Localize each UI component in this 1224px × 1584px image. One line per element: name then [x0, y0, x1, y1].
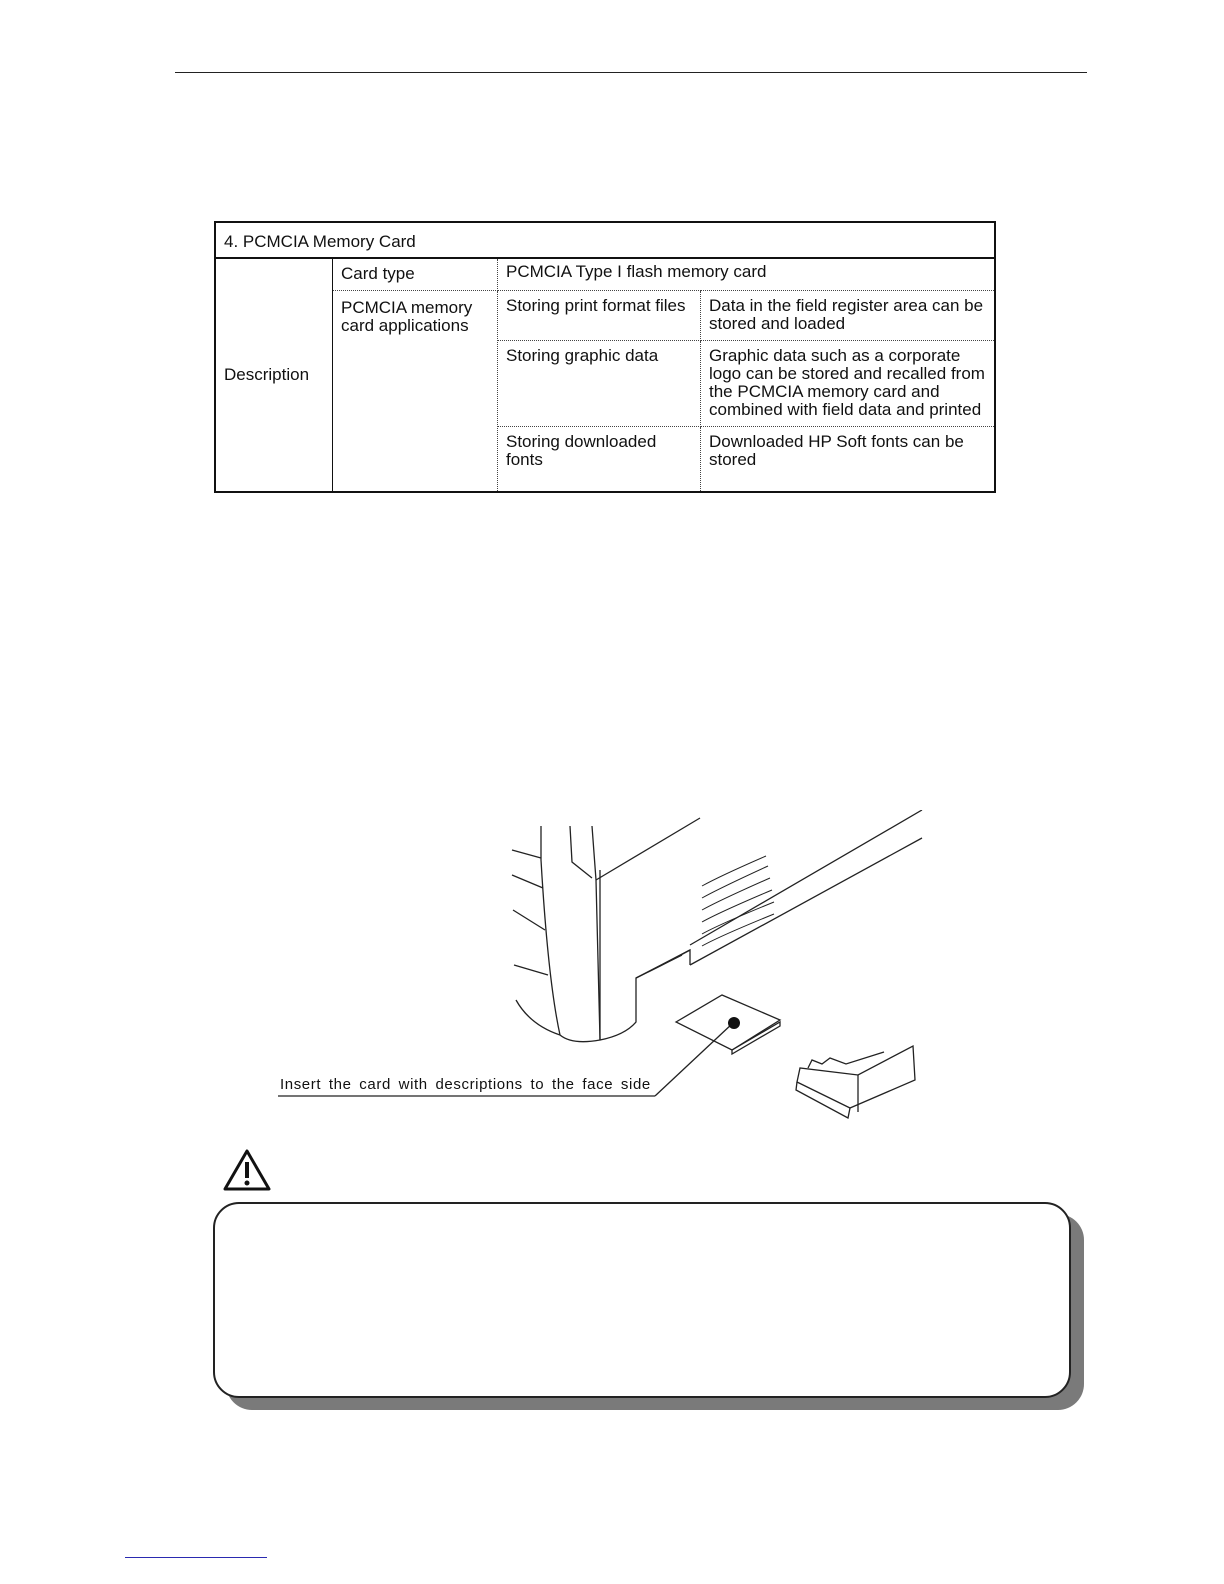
caution-box [213, 1202, 1071, 1398]
pcmcia-spec-table [214, 221, 996, 493]
applications-label: PCMCIA memory card applications [333, 290, 498, 492]
row-header-description: Description [215, 258, 333, 492]
application-use: Storing graphic data [498, 340, 701, 426]
application-detail: Data in the field register area can be stored and loaded [701, 290, 996, 340]
table-title: 4. PCMCIA Memory Card [215, 222, 995, 258]
card-type-label: Card type [333, 258, 498, 290]
application-use: Storing print format files [498, 290, 701, 340]
application-detail: Downloaded HP Soft fonts can be stored [709, 431, 964, 469]
footer-rule [125, 1557, 267, 1558]
figure-caption: Insert the card with descriptions to the face side [280, 1076, 651, 1093]
warning-triangle-icon [222, 1148, 272, 1192]
application-use: Storing downloaded fonts [498, 426, 701, 492]
application-detail: Graphic data such as a corporate logo can be stored and recalled from the PCMCIA memory card and combined with field data and printed [701, 340, 996, 426]
header-rule [175, 72, 1087, 73]
card-type-value: PCMCIA Type I flash memory card [498, 258, 996, 290]
